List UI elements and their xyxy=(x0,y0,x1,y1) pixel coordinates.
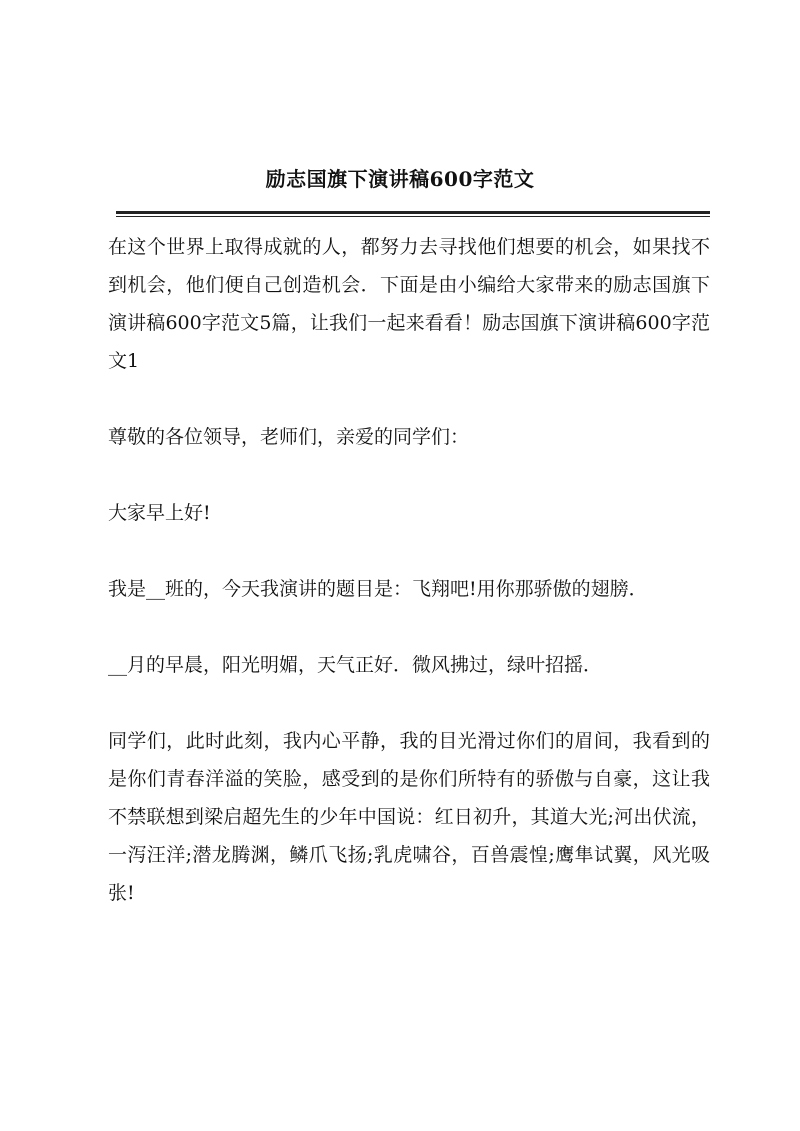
paragraph-morning: __月的早晨，阳光明媚，天气正好．微风拂过，绿叶招摇． xyxy=(108,654,603,676)
title-rule-thick xyxy=(116,211,710,214)
title-rule-thin xyxy=(116,216,710,217)
paragraph-salutation: 尊敬的各位领导，老师们，亲爱的同学们： xyxy=(108,426,470,448)
document-title: 励志国旗下演讲稿600字范文 xyxy=(265,167,535,191)
paragraph-speech: 同学们，此时此刻，我内心平静，我的目光滑过你们的眉间，我看到的是你们青春洋溢的笑脸，感受到的是你们所特有的骄傲与自豪，这让我不禁联想到梁启超先生的少年中国说：红日初升，其道大光;河出伏流，一泻汪洋;潜龙腾渊，鳞爪飞扬;乳虎啸谷，百兽震惶;鹰隼试翼，风光吸张! xyxy=(108,730,710,904)
document-body xyxy=(108,228,710,912)
paragraph-topic: 我是__班的，今天我演讲的题目是：飞翔吧!用你那骄傲的翅膀． xyxy=(108,578,648,600)
paragraph-intro: 在这个世界上取得成就的人，都努力去寻找他们想要的机会，如果找不到机会，他们便自己创造机会．下面是由小编给大家带来的励志国旗下演讲稿600字范文5篇，让我们一起来看看！励志国旗下演讲稿600字范文1 xyxy=(108,236,710,372)
paragraph-greeting: 大家早上好! xyxy=(108,502,211,524)
